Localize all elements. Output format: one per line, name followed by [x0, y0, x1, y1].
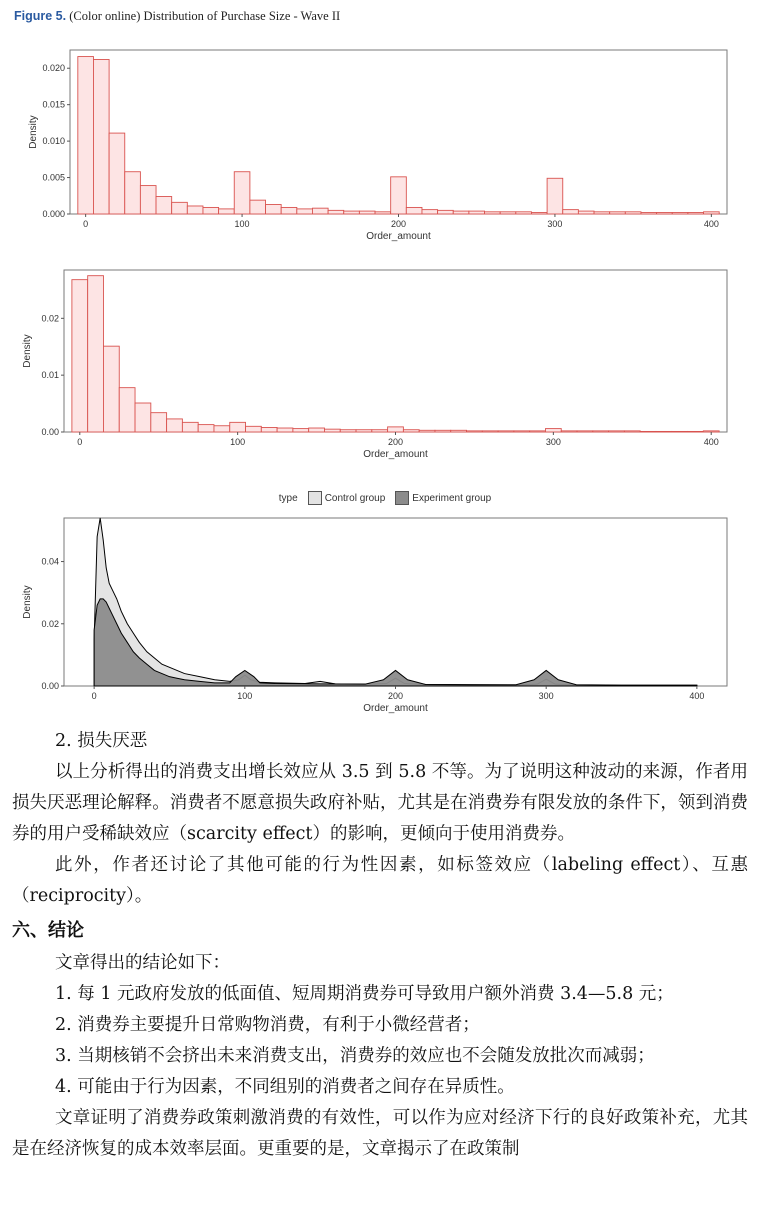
chart2-x-tick-label: 200: [387, 437, 404, 447]
chart1-x-tick-label: 0: [83, 219, 89, 229]
chart2-bar: [388, 427, 404, 432]
chart1-bar: [203, 207, 219, 214]
chart2-bar: [72, 280, 88, 432]
chart2-bar: [277, 428, 293, 432]
chart1-bar: [375, 212, 391, 214]
chart2-x-tick-label: 0: [77, 437, 83, 447]
chart2-bar: [514, 431, 530, 432]
chart1-bar: [641, 213, 657, 214]
chart1-bar: [187, 206, 203, 214]
chart2-x-axis-label: Order_amount: [363, 449, 428, 460]
chart2-x-tick-label: 300: [545, 437, 561, 447]
chart2-bar: [340, 430, 356, 432]
chart3-x-axis-label: Order_amount: [363, 703, 428, 714]
chart2-bar: [593, 431, 609, 432]
conclusion-intro: 文章得出的结论如下：: [55, 953, 230, 973]
chart2-bar: [656, 431, 672, 432]
chart1-y-tick-label: 0.010: [42, 136, 65, 147]
conclusion-item-2: 2. 消费券主要提升日常购物消费，有利于小微经营者；: [55, 1015, 480, 1035]
conclusion-item-1: 1. 每 1 元政府发放的低面值、短周期消费券可导致用户额外消费 3.4—5.8 元；: [55, 984, 674, 1004]
chart1-bar: [485, 212, 501, 214]
section-heading: 六、结论: [12, 920, 84, 941]
conclusion-item-3: 3. 当期核销不会挤出未来消费支出，消费券的效应也不会随发放批次而减弱；: [55, 1046, 655, 1066]
chart2-bar: [577, 431, 593, 432]
legend-item-experiment: [395, 491, 491, 505]
chart1-bar: [516, 212, 532, 214]
chart1-bar: [547, 178, 563, 214]
chart3-y-axis-label: Density: [22, 585, 33, 619]
chart1-bar: [672, 213, 688, 214]
chart2-panel: [64, 270, 727, 432]
chart2-bar: [324, 429, 340, 432]
chart2-bar: [261, 427, 277, 432]
chart3-y-tick-label: 0.02: [41, 618, 59, 629]
chart1-bar: [328, 210, 344, 214]
chart1-bar: [344, 211, 360, 214]
chart2-bar: [198, 425, 214, 432]
subsection-heading: 2. 损失厌恶: [55, 731, 148, 751]
chart1-bar: [281, 207, 297, 214]
chart1-bar: [250, 200, 266, 214]
legend-swatch-experiment: [395, 491, 409, 505]
legend-swatch-control: [308, 491, 322, 505]
chart1-y-tick-label: 0.005: [42, 172, 65, 183]
chart2-bar: [167, 419, 183, 432]
chart3-y-tick-label: 0.00: [41, 681, 59, 691]
chart1-bar: [610, 212, 626, 214]
chart1-bar: [359, 211, 375, 214]
chart3-x-tick-label: 100: [237, 691, 253, 701]
chart1-bar: [704, 212, 720, 214]
chart1-y-tick-label: 0.020: [42, 63, 65, 74]
chart1-bar: [125, 172, 141, 214]
chart2-bar: [309, 428, 325, 432]
chart3-panel: [64, 518, 727, 686]
chart2-y-axis-label: Density: [22, 334, 33, 368]
chart1-bar: [78, 57, 94, 214]
chart1-bar: [93, 59, 109, 214]
figure-label: Figure 5.: [14, 9, 67, 23]
chart1-bar: [594, 212, 610, 214]
chart1-bar: [219, 209, 235, 214]
paragraph-loss-aversion: 以上分析得出的消费支出增长效应从 3.5 到 5.8 不等。为了说明这种波动的来源，作者用损失厌恶理论解释。消费者不愿意损失政府补贴，尤其是在消费券有限发放的条件下，领到消费券的用户受稀缺效应（scarcity effect）的影响，更倾向于使用消费券。: [12, 762, 748, 844]
chart2-bar: [356, 430, 372, 432]
chart2-y-tick-label: 0.02: [41, 313, 59, 324]
legend-label-control: Control group: [324, 492, 386, 504]
chart1-bar: [500, 212, 516, 214]
density-legend: [0, 490, 770, 506]
chart3-x-tick-label: 200: [387, 691, 404, 701]
legend-label-experiment: Experiment group: [412, 492, 492, 504]
chart1-x-tick-label: 300: [547, 219, 563, 229]
chart2-bar: [88, 276, 104, 432]
chart1-bar: [312, 208, 328, 214]
paragraph-behavioral-factors: 此外，作者还讨论了其他可能的行为性因素，如标签效应（labeling effect）、互惠（reciprocity）。: [12, 855, 748, 906]
chart1-y-axis-label: Density: [28, 115, 39, 149]
chart1-x-tick-label: 200: [390, 219, 407, 229]
chart1-y-tick-label: 0.015: [42, 99, 65, 110]
figure-caption-text: (Color online) Distribution of Purchase Size - Wave II: [69, 9, 341, 23]
chart2-bar: [530, 431, 546, 432]
chart2-bar: [135, 403, 151, 432]
chart1-bar: [625, 212, 641, 214]
chart2-bar: [609, 431, 625, 432]
chart1-bar: [422, 210, 438, 214]
chart2-bar: [435, 430, 451, 432]
density-chart: [0, 514, 770, 714]
chart1-bar: [156, 197, 172, 214]
chart1-bar: [657, 213, 673, 214]
chart1-bar: [140, 186, 156, 214]
chart1-bar: [109, 133, 125, 214]
chart2-bar: [372, 430, 388, 432]
chart2-x-tick-label: 400: [703, 437, 719, 447]
chart1-bar: [578, 211, 594, 214]
chart2-bar: [103, 346, 119, 432]
chart2-bar: [498, 431, 514, 432]
figure-caption: [14, 9, 340, 24]
chart1-bar: [266, 205, 282, 214]
chart2-bar: [293, 429, 309, 432]
chart2-bar: [482, 431, 498, 432]
chart1-x-tick-label: 100: [234, 219, 250, 229]
chart1-bar: [688, 213, 704, 214]
chart3-x-tick-label: 0: [91, 691, 97, 701]
chart1-bar: [438, 210, 454, 214]
chart2-bar: [214, 426, 230, 432]
chart1-bar: [453, 211, 469, 214]
legend-item-control: [308, 491, 386, 505]
chart1-bar: [391, 177, 407, 214]
chart3-y-tick-label: 0.04: [41, 556, 59, 567]
chart1-bar: [297, 209, 313, 214]
conclusion-item-4: 4. 可能由于行为因素，不同组别的消费者之间存在异质性。: [55, 1077, 515, 1097]
paragraph-final: 文章证明了消费券政策刺激消费的有效性，可以作为应对经济下行的良好政策补充，尤其是在经济恢复的成本效率层面。更重要的是，文章揭示了在政策制: [12, 1108, 748, 1159]
chart2-bar: [467, 431, 483, 432]
chart2-bar: [151, 413, 167, 432]
chart1-bar: [406, 207, 422, 214]
chart2-bar: [545, 429, 561, 432]
chart1-x-tick-label: 400: [703, 219, 719, 229]
chart2-bar: [451, 430, 467, 432]
chart1-bar: [172, 202, 188, 214]
histogram-chart-2: [0, 266, 770, 462]
chart1-bar: [469, 211, 485, 214]
chart2-bar: [403, 430, 419, 432]
chart2-bar: [246, 426, 262, 432]
article-body: [12, 726, 748, 1165]
histogram-chart-1: [0, 44, 770, 244]
chart2-y-tick-label: 0.01: [41, 370, 59, 381]
chart2-bar: [688, 431, 704, 432]
chart2-y-tick-label: 0.00: [41, 427, 59, 437]
chart1-bar: [531, 213, 547, 214]
chart2-bar: [640, 431, 656, 432]
legend-title: type: [278, 492, 298, 504]
chart2-bar: [182, 422, 198, 432]
chart1-bar: [563, 210, 579, 214]
chart2-bar: [230, 422, 246, 432]
chart2-x-tick-label: 100: [230, 437, 246, 447]
chart2-bar: [119, 388, 135, 432]
chart1-bar: [234, 172, 250, 214]
chart2-bar: [672, 431, 688, 432]
chart2-bar: [561, 431, 577, 432]
chart3-x-tick-label: 300: [538, 691, 554, 701]
chart2-bar: [624, 431, 640, 432]
chart3-x-tick-label: 400: [689, 691, 705, 701]
chart2-bar: [419, 430, 435, 432]
chart2-bar: [703, 431, 719, 432]
chart1-x-axis-label: Order_amount: [366, 231, 431, 242]
chart1-y-tick-label: 0.000: [42, 209, 65, 219]
